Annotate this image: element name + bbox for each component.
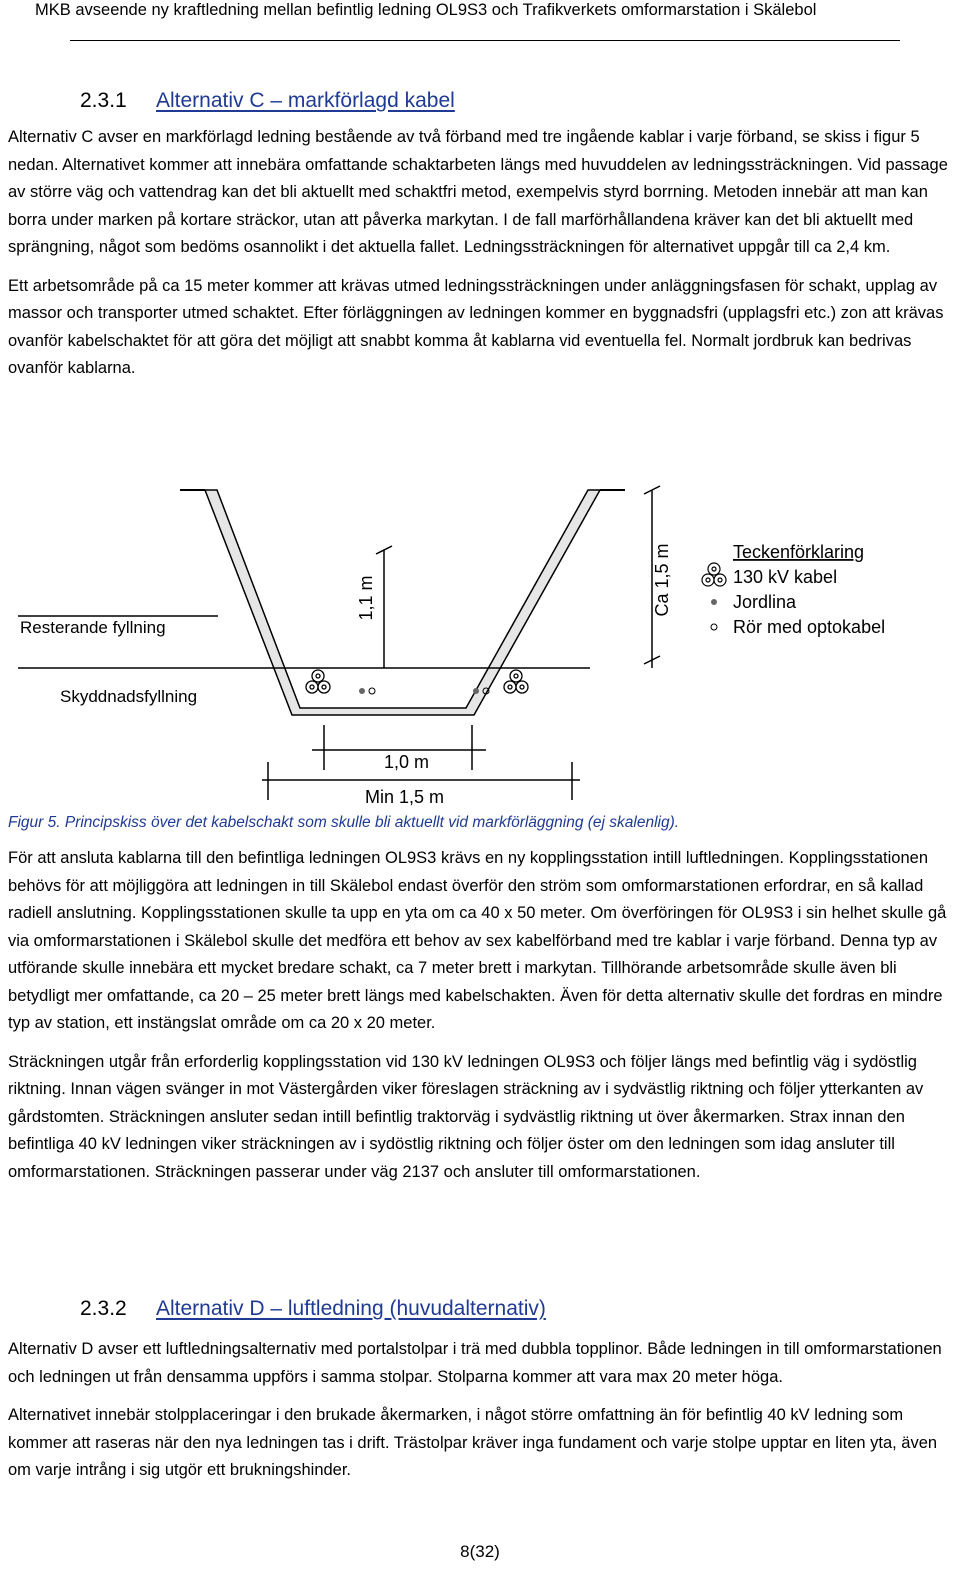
opto-icon xyxy=(711,624,717,630)
cable-bundle-icon xyxy=(702,563,726,586)
legend-title: Teckenförklaring xyxy=(733,542,865,562)
jordlina-icon xyxy=(711,599,717,605)
section-number: 2.3.1 xyxy=(80,89,127,112)
section-title: Alternativ D – luftledning (huvudalternativ) xyxy=(156,1297,546,1320)
label-min-width: Min 1,5 m xyxy=(365,787,445,807)
trench-figure xyxy=(0,480,960,810)
paragraph: För att ansluta kablarna till den befintliga ledningen OL9S3 krävs en ny kopplingsstation intill luftledningen. Kopplingsstationen behövs för att möjliggöra att ledningen in till Skälebol endast överför den ström som omformarstationen erfordrar, en så kallad radiell anslutning. Kopplingsstationen skulle ta upp en yta om ca 40 x 50 meter. Om överföringen för OL9S3 i sin helhet skulle gå via omformarstationen i Skälebol skulle det medföra ett behov av sex kabelförband med tre kablar i varje förband. Denna typ av utförande skulle innebära ett mycket bredare schakt, ca 7 meter brett i markytan. Tillhörande arbetsområde skulle även bli betydligt mer omfattande, ca 20 – 25 meter brett längs med kabelschakten. Även för detta alternativ skulle det fordras en mindre typ av station, ett instängslat område om ca 20 x 20 meter. xyxy=(8,849,947,1032)
figure-legend xyxy=(702,542,885,637)
label-bottom-width: 1,0 m xyxy=(384,752,430,772)
legend-item-cable: 130 kV kabel xyxy=(733,567,838,587)
label-depth-outer: Ca 1,5 m xyxy=(652,543,672,617)
trench-wall xyxy=(205,490,600,715)
label-resterande: Resterande fyllning xyxy=(20,618,166,637)
section-title: Alternativ C – markförlagd kabel xyxy=(156,89,455,112)
section-c-body xyxy=(8,124,953,383)
legend-item-opto: Rör med optokabel xyxy=(733,617,886,637)
header-rule xyxy=(70,40,900,41)
paragraph: Alternativ D avser ett luftledningsalternativ med portalstolpar i trä med dubbla topplinor. Både ledningen in till omformarstationen och ledningen ut från densamma uppförs i samma stolpar. Stolparna kommer att vara max 20 meter höga. xyxy=(8,1340,942,1386)
document-header: MKB avseende ny kraftledning mellan befintlig ledning OL9S3 och Trafikverkets omformarstation i Skälebol xyxy=(35,1,817,19)
paragraph: Alternativet innebär stolpplaceringar i den brukade åkermarken, i något större omfattning än för befintlig 40 kV ledning som kommer att raseras när den nya ledningen tas i drift. Trästolpar kräver inga fundament och varje stolpe upptar en liten yta, även om varje intrång i sig utgör ett brukningshinder. xyxy=(8,1406,938,1479)
section-heading-d xyxy=(80,1296,546,1322)
section-number: 2.3.2 xyxy=(80,1297,127,1320)
section-d-body xyxy=(8,1336,953,1485)
opto-left xyxy=(369,688,375,694)
cable-bundle-left xyxy=(306,670,330,693)
after-figure-body xyxy=(8,845,953,1186)
legend-item-jordlina: Jordlina xyxy=(733,592,797,612)
jordlina-left xyxy=(359,688,365,694)
paragraph: Ett arbetsområde på ca 15 meter kommer att krävas utmed ledningssträckningen under anläggningsfasen för schakt, upplag av massor och transporter utmed schaktet. Efter förläggningen av ledningen kommer en byggnadsfri (upplagsfri etc.) zon att krävas ovanför kabelschaktet för att göra det möjligt att snabbt komma åt kablarna vid eventuella fel. Normalt jordbruk kan bedrivas ovanför kablarna. xyxy=(8,276,944,377)
paragraph: Alternativ C avser en markförlagd ledning bestående av två förband med tre ingående kablar i varje förband, se skiss i figur 5 nedan. Alternativet kommer att innebära omfattande schaktarbeten längs med huvuddelen av ledningssträckningen. Vid passage av större väg och vattendrag kan det bli aktuellt med schaktfri metod, exempelvis styrd borrning. Metoden innebär att man kan borra under marken på kortare sträckor, utan att påverka markytan. I de fall marförhållandena kräver kan det bli aktuellt med sprängning, något som bedöms osannolikt i det aktuella fallet. Ledningssträckningen för alternativet uppgår till ca 2,4 km. xyxy=(8,128,948,256)
cable-bundle-right xyxy=(504,670,528,693)
paragraph: Sträckningen utgår från erforderlig kopplingsstation vid 130 kV ledningen OL9S3 och följer längs med befintlig väg i sydöstlig riktning. Innan vägen svänger in mot Västergården viker föreslagen sträckning av i sydvästlig riktning och följer ytterkanten av gårdstomten. Sträckningen ansluter sedan intill befintlig traktorväg i sydvästlig riktning ut över åkermarken. Strax innan den befintliga 40 kV ledningen viker sträckningen av i sydöstlig riktning och följer öster om den ledningen som idag ansluter till omformarstationen. Sträckningen passerar under väg 2137 och ansluter till omformarstationen. xyxy=(8,1052,924,1181)
page-number: 8(32) xyxy=(460,1542,500,1561)
section-heading-c xyxy=(80,88,455,114)
label-skyddsfyllning: Skyddnadsfyllning xyxy=(60,687,198,706)
label-depth-inner: 1,1 m xyxy=(356,575,376,621)
jordlina-right xyxy=(473,688,479,694)
figure-caption: Figur 5. Principskiss över det kabelschakt som skulle bli aktuellt vid markförläggning (ej skalenlig). xyxy=(8,814,680,831)
